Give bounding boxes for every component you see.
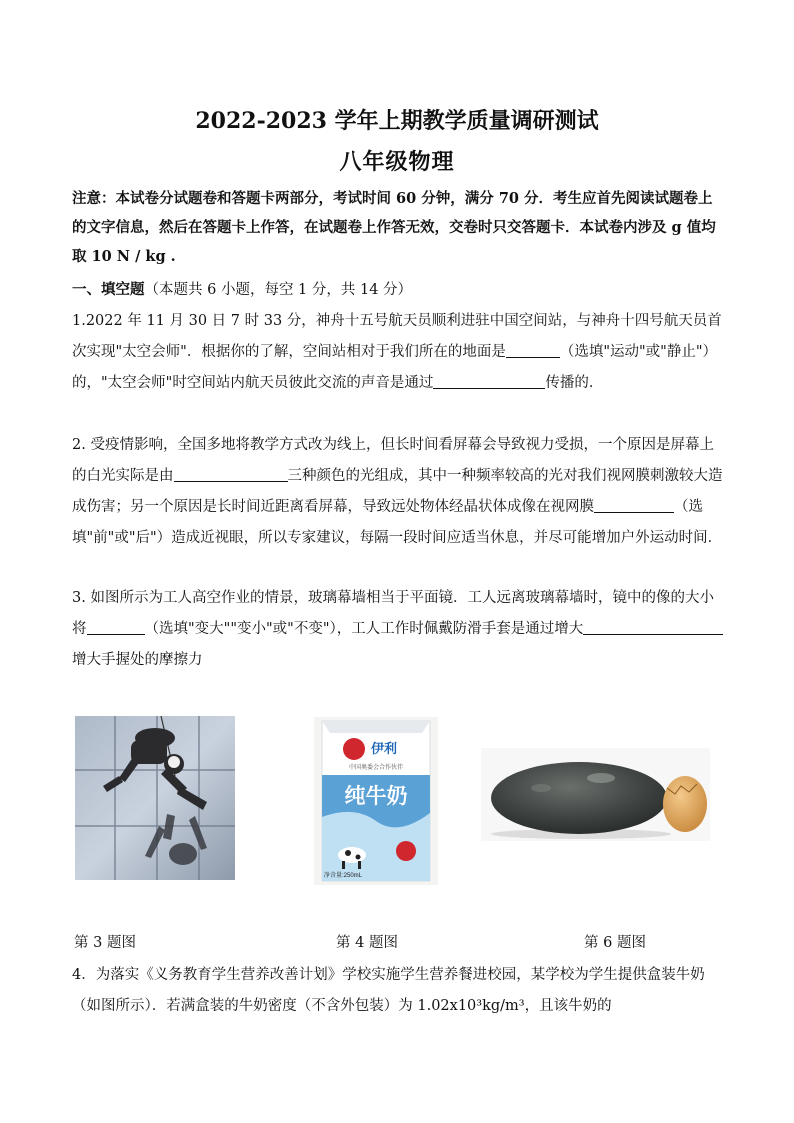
exam-subtitle: 八年级物理 xyxy=(339,149,455,175)
question-1-text-b: （选填"运动"或"静止"）的，"太空会师"时空间站内航天员彼此交流的声音是通过 xyxy=(72,344,718,391)
milk-sub-text: 中国奥委会合作伙伴 xyxy=(348,765,404,771)
exam-notice: 注意：本试卷分试题卷和答题卡两部分，考试时间 60 分钟，满分 70 分．考生应首先阅读试题卷上的文字信息，然后在答题卡上作答，在试题卷上作答无效，交卷时只交答题卡．本试卷内涉及 g 值均取 10 N / kg . xyxy=(72,190,716,265)
question-1-text-a: 1.2022 年 11 月 30 日 7 时 33 分，神舟十五号航天员顺利进驻中国空间站，与神舟十四号航天员首次实现"太空会师"．根据你的了解，空间站相对于我们所在的地面是 xyxy=(72,313,722,360)
section-title: 一、填空题 xyxy=(72,281,145,298)
milk-brand-text: 伊利 xyxy=(370,741,398,756)
question-3-text-a: 3. 如图所示为工人高空作业的情景，玻璃幕墙相当于平面镜．工人远离玻璃幕墙时，镜中的像的大小将 xyxy=(72,590,714,637)
question-4 xyxy=(72,960,726,1022)
stone-and-egg-figure xyxy=(481,748,710,841)
question-1-text-c: 传播的． xyxy=(545,375,604,391)
question-3 xyxy=(72,583,726,676)
figure-6-caption: 第 6 题图 xyxy=(584,935,646,951)
question-2-text-c: （选填"前"或"后"）造成近视眼，所以专家建议，每隔一段时间应适当休息，并尽可能增加户外运动时间． xyxy=(72,499,723,546)
question-2-text-a: 2. 受疫情影响，全国多地将教学方式改为线上，但长时间看屏幕会导致视力受损，一个原因是屏幕上的白光实际是由 xyxy=(72,437,714,484)
section-description: （本题共 6 小题，每空 1 分，共 14 分） xyxy=(144,282,413,298)
answer-blank xyxy=(506,343,560,359)
figure-4-caption: 第 4 题图 xyxy=(336,935,398,951)
answer-blank xyxy=(583,620,611,636)
question-1 xyxy=(72,306,726,399)
section-header xyxy=(72,274,726,306)
milk-volume-text: 净含量:250mL xyxy=(324,873,363,879)
answer-blank xyxy=(174,467,288,483)
question-2 xyxy=(72,430,726,554)
milk-carton-figure xyxy=(314,717,438,885)
question-4-text: 4．为落实《义务教育学生营养改善计划》学校实施学生营养餐进校园，某学校为学生提供盒装牛奶（如图所示）．若满盒装的牛奶密度（不含外包装）为 1.02x10³kg/m³，且该牛奶的 xyxy=(72,967,705,1014)
worker-glass-wall-figure xyxy=(75,716,235,880)
question-2-text-b: 三种颜色的光组成，其中一种频率较高的光对我们视网膜刺激较大造成伤害；另一个原因是长时间近距离看屏幕，导致远处物体经晶状体成像在视网膜 xyxy=(72,468,723,515)
answer-blank xyxy=(87,620,145,636)
answer-blank xyxy=(433,374,545,390)
answer-blank xyxy=(611,620,723,636)
question-3-text-c: 增大手握处的摩擦力 xyxy=(72,652,203,668)
answer-blank xyxy=(594,498,674,514)
milk-name-text: 纯牛奶 xyxy=(344,785,408,808)
exam-title: 2022-2023 学年上期教学质量调研测试 xyxy=(195,108,599,134)
figure-3-caption: 第 3 题图 xyxy=(74,935,136,951)
question-3-text-b: （选填"变大""变小"或"不变"），工人工作时佩戴防滑手套是通过增大 xyxy=(144,621,584,637)
